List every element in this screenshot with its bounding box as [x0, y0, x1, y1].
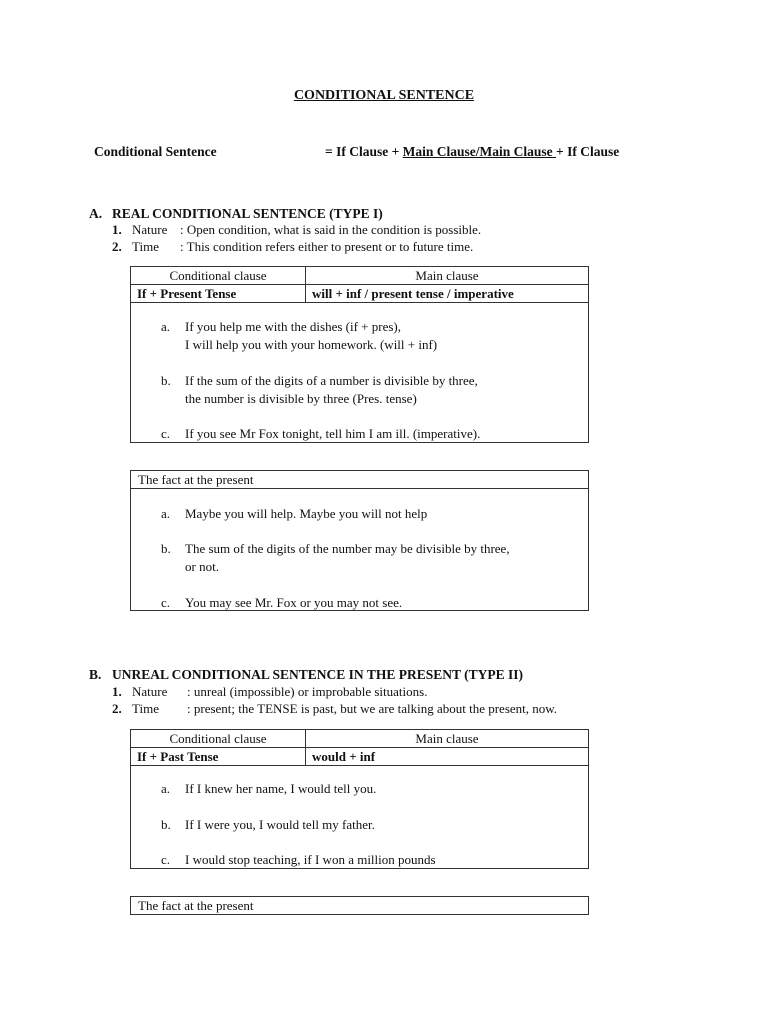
example-line: Maybe you will help. Maybe you will not help — [185, 506, 428, 521]
formula-eq: = If Clause + — [325, 144, 403, 159]
list-item — [161, 505, 427, 523]
col2-formula: would + inf — [312, 749, 376, 764]
fact-header-row — [131, 471, 588, 489]
col2-header: Main clause — [415, 268, 479, 283]
list-marker: c. — [161, 852, 171, 867]
section-b-heading — [89, 667, 523, 683]
item-text: : unreal (impossible) or improbable situations. — [187, 684, 428, 699]
section-b-letter: B. — [89, 667, 102, 682]
list-marker: a. — [161, 781, 171, 796]
example-line: If I knew her name, I would tell you. — [185, 781, 377, 796]
example-line: If you see Mr Fox tonight, tell him I am ill. (imperative). — [185, 426, 481, 441]
example-line: You may see Mr. Fox or you may not see. — [185, 595, 403, 610]
col1-formula: If + Present Tense — [137, 286, 237, 301]
list-item — [161, 540, 510, 576]
formula-expression — [325, 144, 619, 160]
section-a-item-time — [112, 239, 473, 255]
table-header-row — [131, 267, 588, 285]
list-marker: c. — [161, 426, 171, 441]
section-b-table — [130, 729, 589, 869]
example-line: I will help you with your homework. (will + inf) — [185, 337, 438, 352]
example-line: or not. — [185, 559, 219, 574]
item-text: : This condition refers either to present or to future time. — [180, 239, 474, 254]
list-item — [161, 372, 478, 408]
section-a-fact-box — [130, 470, 589, 611]
example-line: The sum of the digits of the number may be divisible by three, — [185, 541, 510, 556]
item-label: Time — [132, 239, 159, 254]
list-item — [161, 851, 436, 869]
col1-formula: If + Past Tense — [137, 749, 219, 764]
list-marker: a. — [161, 506, 171, 521]
list-item — [161, 318, 437, 354]
list-marker: a. — [161, 319, 171, 334]
list-marker: b. — [161, 817, 171, 832]
formula-tail: + If Clause — [556, 144, 620, 159]
example-line: I would stop teaching, if I won a million pounds — [185, 852, 436, 867]
item-number: 1. — [112, 684, 122, 699]
formula-underlined: Main Clause/Main Clause — [402, 144, 557, 159]
section-a-item-nature — [112, 222, 481, 238]
section-a-title: REAL CONDITIONAL SENTENCE (TYPE I) — [112, 206, 383, 221]
item-label: Nature — [132, 684, 168, 699]
formula-label: Conditional Sentence — [94, 144, 217, 159]
col1-header: Conditional clause — [169, 268, 267, 283]
item-number: 2. — [112, 701, 122, 716]
section-a-table — [130, 266, 589, 443]
section-b-item-time — [112, 701, 557, 717]
col1-header: Conditional clause — [169, 731, 267, 746]
item-number: 1. — [112, 222, 122, 237]
table-formula-row — [131, 285, 588, 303]
section-b-title: UNREAL CONDITIONAL SENTENCE IN THE PRESENT (TYPE II) — [112, 667, 523, 682]
list-marker: b. — [161, 541, 171, 556]
document-title: CONDITIONAL SENTENCE — [293, 88, 475, 103]
example-line: If you help me with the dishes (if + pres), — [185, 319, 402, 334]
example-line: If the sum of the digits of a number is divisible by three, — [185, 373, 478, 388]
item-label: Nature — [132, 222, 168, 237]
table-formula-row — [131, 748, 588, 766]
item-label: Time — [132, 701, 159, 716]
column-divider — [305, 285, 306, 302]
item-number: 2. — [112, 239, 122, 254]
fact-label: The fact at the present — [138, 898, 254, 913]
col2-header: Main clause — [415, 731, 479, 746]
list-marker: b. — [161, 373, 171, 388]
section-a-heading — [89, 206, 383, 222]
list-marker: c. — [161, 595, 171, 610]
fact-label: The fact at the present — [138, 472, 254, 487]
section-b-item-nature — [112, 684, 427, 700]
column-divider — [305, 748, 306, 765]
item-text: : present; the TENSE is past, but we are talking about the present, now. — [187, 701, 558, 716]
section-a-letter: A. — [89, 206, 103, 221]
col2-formula: will + inf / present tense / imperative — [312, 286, 514, 301]
example-line: If I were you, I would tell my father. — [185, 817, 375, 832]
example-line: the number is divisible by three (Pres. tense) — [185, 391, 417, 406]
list-item — [161, 594, 402, 612]
item-text: : Open condition, what is said in the condition is possible. — [180, 222, 482, 237]
section-b-fact-box — [130, 896, 589, 915]
list-item — [161, 425, 480, 443]
table-header-row — [131, 730, 588, 748]
list-item — [161, 816, 375, 834]
list-item — [161, 780, 376, 798]
